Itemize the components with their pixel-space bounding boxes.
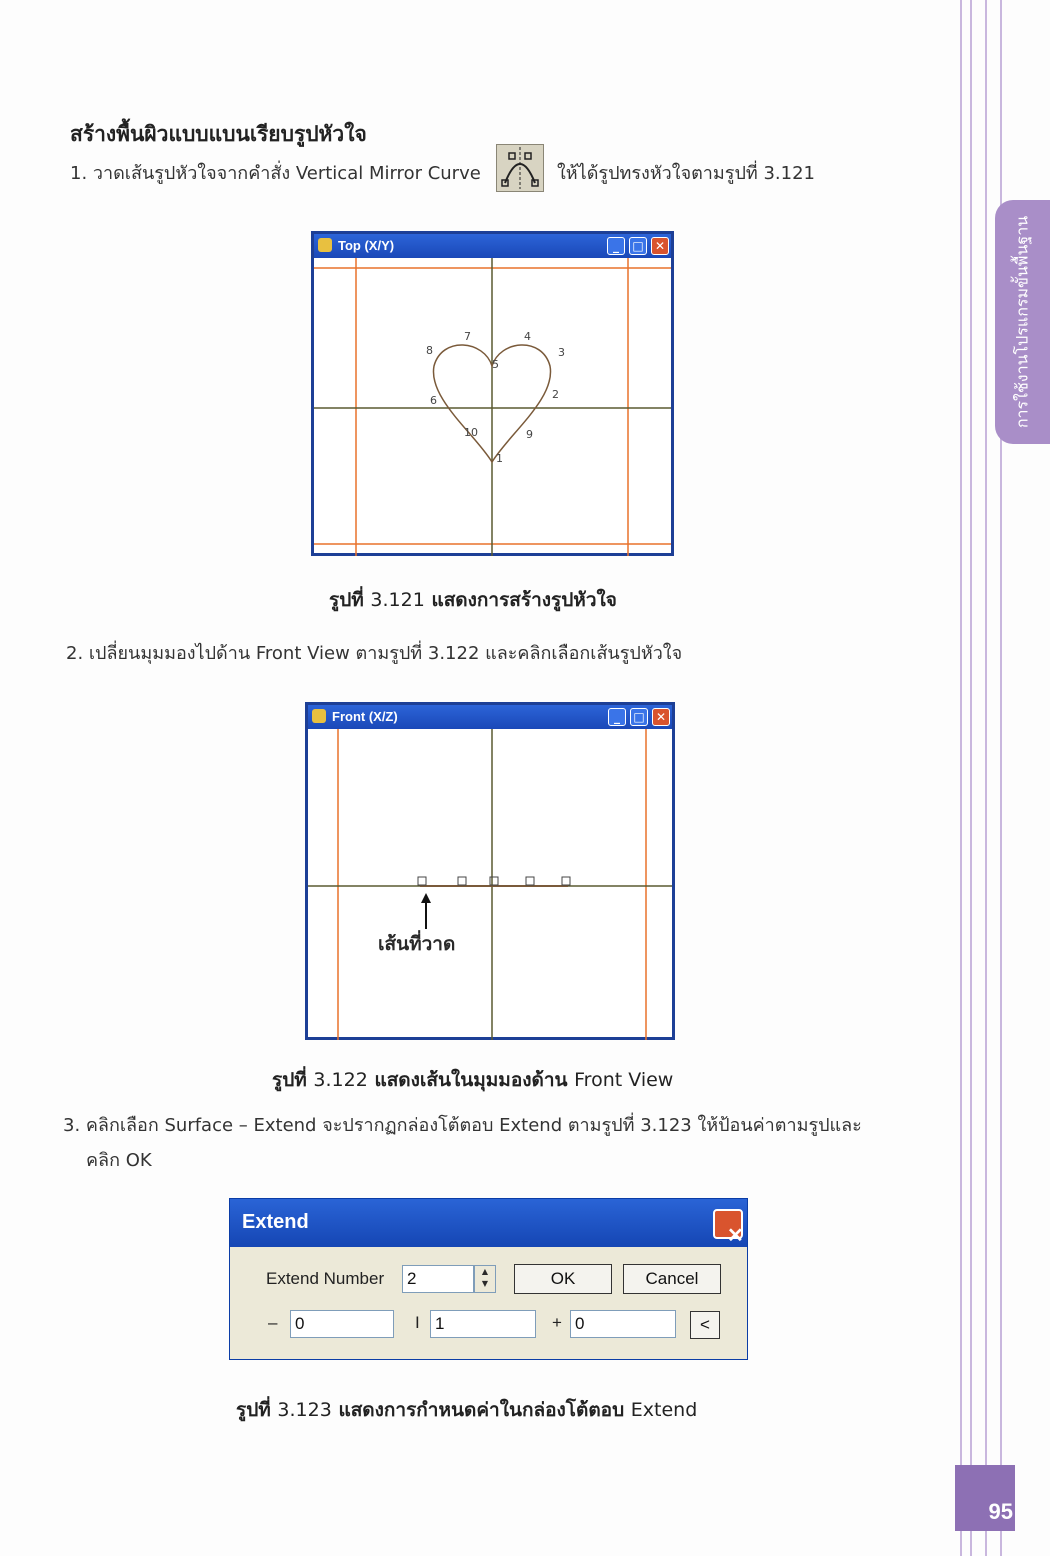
caption-label: รูปที่ (272, 1069, 307, 1091)
margin-line (985, 0, 987, 1556)
caption-number: 3.121 (370, 589, 425, 611)
point-label: 1 (496, 452, 503, 465)
margin-line (960, 0, 962, 1556)
figure-1-caption (329, 585, 617, 615)
point-label: 10 (464, 426, 478, 439)
drawn-line-annotation: เส้นที่วาด (378, 933, 456, 955)
window-title: Front (X/Z) (332, 709, 398, 724)
chapter-side-tab-label: การใช้งานโปรแกรมขั้นพื้นฐาน (1012, 215, 1031, 429)
vertical-mirror-curve-icon (496, 144, 544, 192)
dialog-close-button[interactable] (713, 1209, 744, 1247)
dialog-title: Extend (242, 1211, 309, 1233)
mid-label: I (415, 1313, 420, 1332)
figure-3-caption (236, 1395, 697, 1425)
caption-label: รูปที่ (329, 589, 364, 611)
step-1-text: 1. วาดเส้นรูปหัวใจจากคำสั่ง Vertical Mirror Curve (70, 163, 481, 184)
caption-text: แสดงการสร้างรูปหัวใจ (431, 589, 617, 611)
minimize-button[interactable]: _ (607, 237, 625, 255)
app-icon (318, 238, 332, 252)
front-viewport[interactable] (308, 729, 672, 1037)
minimize-button[interactable]: _ (608, 708, 626, 726)
close-icon: ✕ (727, 1225, 744, 1247)
top-viewport[interactable] (314, 258, 671, 553)
front-view-window[interactable] (305, 702, 675, 1040)
app-icon (312, 709, 326, 723)
window-titlebar[interactable] (314, 234, 671, 258)
point-label: 3 (558, 346, 565, 359)
minus-label: – (268, 1313, 278, 1332)
step-1-text-end: ให้ได้รูปทรงหัวใจตามรูปที่ 3.121 (557, 163, 815, 184)
close-button[interactable]: ✕ (651, 237, 669, 255)
caption-label: รูปที่ (236, 1399, 271, 1421)
point-label: 9 (526, 428, 533, 441)
caption-number: 3.123 (277, 1399, 332, 1421)
window-title: Top (X/Y) (338, 238, 395, 253)
point-label: 6 (430, 394, 437, 407)
maximize-button[interactable]: □ (629, 237, 647, 255)
extend-dialog[interactable] (229, 1198, 748, 1360)
step-3-text-line-2: คลิก OK (86, 1150, 152, 1171)
minus-input[interactable]: 0 (290, 1310, 394, 1338)
page-number: 95 (988, 1499, 1013, 1524)
step-3-text-line-1: 3. คลิกเลือก Surface – Extend จะปรากฏกล่องโต้ตอบ Extend ตามรูปที่ 3.123 ให้ป้อนค่าตามรูปและ (63, 1115, 862, 1136)
cancel-button[interactable]: Cancel (623, 1264, 721, 1294)
caption-text: แสดงเส้นในมุมมองด้าน (374, 1069, 568, 1091)
mid-input[interactable]: 1 (430, 1310, 536, 1338)
point-label: 7 (464, 330, 471, 343)
point-label: 4 (524, 330, 531, 343)
caption-text: แสดงการกำหนดค่าในกล่องโต้ตอบ (338, 1399, 625, 1421)
caption-tail: Extend (630, 1399, 698, 1421)
ok-button[interactable]: OK (514, 1264, 612, 1294)
extend-number-label: Extend Number (266, 1269, 385, 1288)
maximize-button[interactable]: □ (630, 708, 648, 726)
plus-input[interactable]: 0 (570, 1310, 676, 1338)
extend-number-spinner[interactable]: ▲ ▼ (474, 1265, 496, 1293)
caption-number: 3.122 (313, 1069, 368, 1091)
point-label: 5 (492, 358, 499, 371)
step-2-text: 2. เปลี่ยนมุมมองไปด้าน Front View ตามรูปที่ 3.122 และคลิกเลือกเส้นรูปหัวใจ (66, 643, 683, 664)
point-label: 8 (426, 344, 433, 357)
page-number-block (955, 1465, 1015, 1531)
window-titlebar[interactable] (308, 705, 672, 729)
point-label: 2 (552, 388, 559, 401)
dialog-titlebar[interactable] (230, 1199, 747, 1247)
extend-number-input[interactable]: 2 (402, 1265, 474, 1293)
arrow-button[interactable]: < (690, 1311, 720, 1339)
caption-tail: Front View (574, 1069, 674, 1091)
margin-line (970, 0, 972, 1556)
top-view-window[interactable] (311, 231, 674, 556)
plus-label: + (552, 1313, 562, 1332)
figure-2-caption (272, 1065, 673, 1095)
section-heading: สร้างพื้นผิวแบบแบนเรียบรูปหัวใจ (70, 122, 367, 146)
chapter-side-tab (995, 200, 1050, 444)
close-button[interactable]: ✕ (652, 708, 670, 726)
